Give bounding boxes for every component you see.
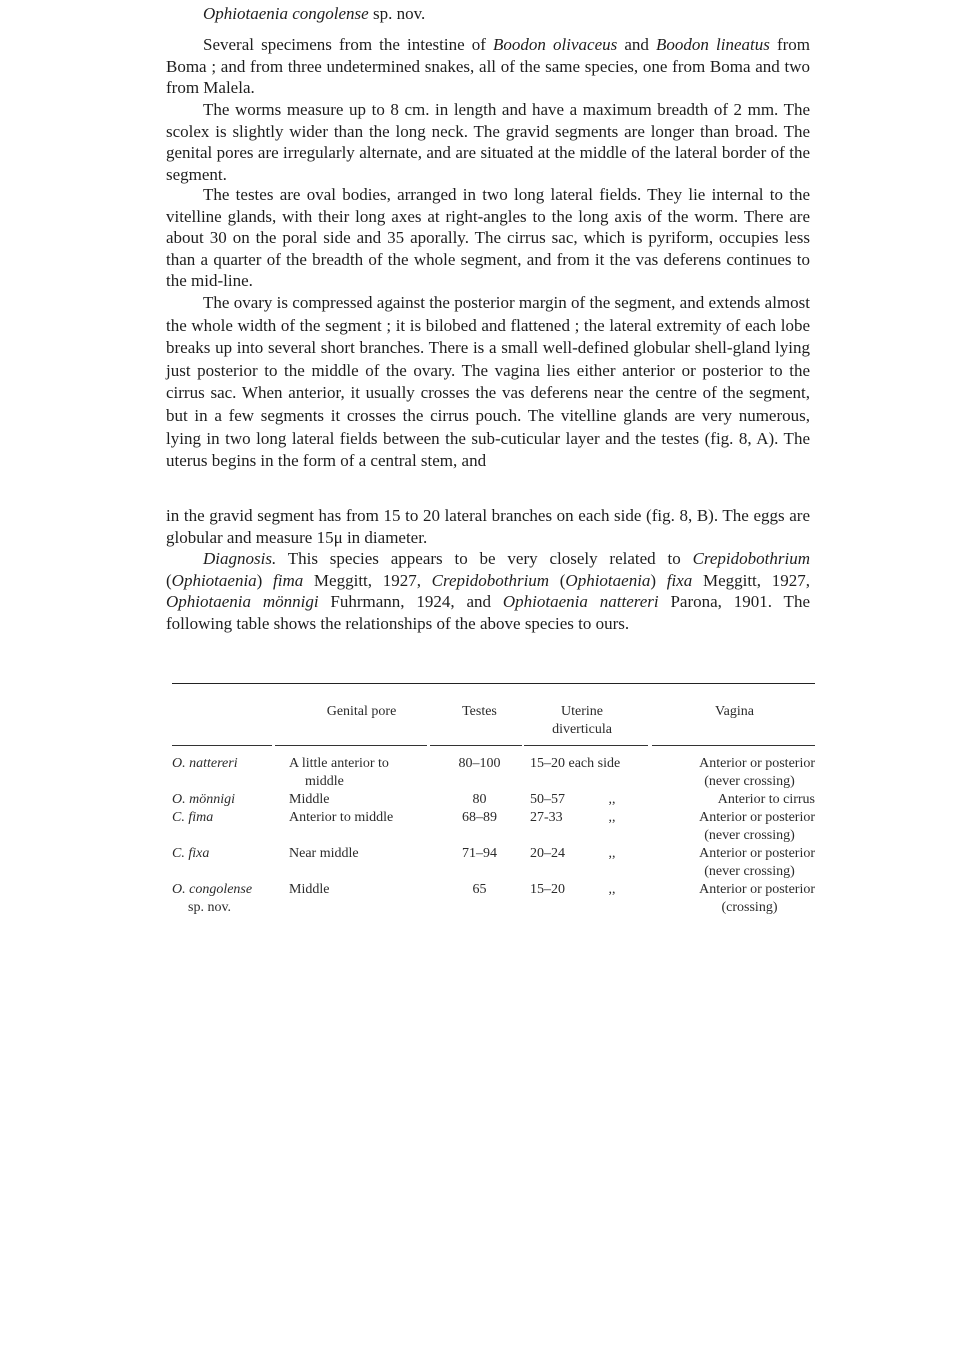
genital-pore-line1: A little anterior to bbox=[289, 756, 389, 771]
cell-genital-pore bbox=[289, 809, 434, 827]
italic-run: Crepidobothrium bbox=[431, 570, 550, 590]
cell-vagina bbox=[670, 791, 815, 809]
vagina-line2: (never crossing) bbox=[704, 773, 795, 789]
text-run: ) bbox=[650, 570, 667, 590]
text-run: Several specimens from the intestine of bbox=[203, 35, 494, 54]
species-heading bbox=[203, 3, 425, 25]
paragraph-testes: The testes are oval bodies, arranged in two long lateral fields. They lie internal to the vitelline glands, with their long axes at right-angles to the long axis of the worm. There are about 30 on the poral side and 35 aporally. The cirrus sac, which is pyriform, occupies less than a quarter of the breadth of the whole segment, and from it the vas deferens continues to the mid-line. bbox=[166, 185, 810, 291]
cell-vagina bbox=[670, 881, 815, 916]
cell-vagina bbox=[670, 755, 815, 790]
species-name: O. nattereri bbox=[172, 756, 238, 771]
text-run: ( bbox=[549, 570, 566, 590]
genital-pore-line1: Middle bbox=[289, 882, 330, 897]
vagina-line1: Anterior or posterior bbox=[699, 810, 815, 825]
genital-pore-line1: Near middle bbox=[289, 846, 359, 861]
italic-run: Ophiotaenia mönnigi bbox=[166, 592, 319, 612]
cell-testes: 65 bbox=[472, 882, 487, 897]
text-run: Fuhrmann, 1924, and bbox=[318, 592, 503, 612]
cell-vagina bbox=[670, 845, 815, 880]
cell-species bbox=[172, 791, 277, 809]
italic-run: Crepidobothrium bbox=[692, 549, 810, 568]
italic-run: fima bbox=[273, 570, 304, 590]
vagina-line2: (crossing) bbox=[721, 899, 778, 915]
header-testes: Testes bbox=[462, 704, 497, 719]
header-uterine bbox=[527, 703, 637, 739]
text-run: This species appears to be very closely related to bbox=[276, 549, 693, 568]
text-run: Parona, 1901. The following table shows the relationships of the above species to ours. bbox=[166, 592, 810, 633]
header-rule bbox=[172, 745, 272, 746]
paragraph-specimens bbox=[166, 34, 810, 99]
italic-run: Ophiotaenia bbox=[171, 570, 257, 590]
species-name: C. fixa bbox=[172, 846, 210, 861]
species-name-suffix: sp. nov. bbox=[188, 899, 232, 915]
genital-pore-line1: Middle bbox=[289, 792, 330, 807]
vagina-line1: Anterior or posterior bbox=[699, 756, 815, 771]
paragraph-diagnosis bbox=[166, 548, 810, 634]
cell-species bbox=[172, 755, 277, 773]
vagina-line2: (never crossing) bbox=[704, 827, 795, 843]
species-heading-name: Ophiotaenia congolense bbox=[203, 4, 369, 23]
text-run: Meggitt, 1927, bbox=[692, 570, 810, 590]
vagina-line1: Anterior to cirrus bbox=[717, 792, 815, 807]
genital-pore-line1: Anterior to middle bbox=[289, 810, 394, 825]
cell-uterine: 15–20 each side bbox=[530, 756, 621, 771]
italic-run: fixa bbox=[666, 570, 693, 590]
cell-ditto-mark: ,, bbox=[608, 846, 616, 861]
header-uterine-line2: diverticula bbox=[552, 722, 612, 737]
header-rule bbox=[524, 745, 648, 746]
italic-run: Boodon lineatus bbox=[656, 35, 770, 54]
header-genital-pore: Genital pore bbox=[326, 704, 397, 719]
header-rule bbox=[652, 745, 815, 746]
cell-genital-pore bbox=[289, 845, 434, 863]
species-heading-suffix: sp. nov. bbox=[368, 4, 426, 23]
header-rule bbox=[430, 745, 522, 746]
cell-uterine: 27-33 bbox=[530, 810, 563, 825]
text-run: from Boma ; and from three undetermined snakes, all of the same species, one from Boma and two from Malela. bbox=[166, 35, 810, 98]
text-run: ( bbox=[166, 570, 172, 590]
genital-pore-line2: middle bbox=[305, 773, 344, 789]
cell-ditto-mark: ,, bbox=[608, 792, 616, 807]
cell-genital-pore bbox=[289, 881, 434, 899]
cell-uterine: 15–20 bbox=[530, 882, 565, 897]
table-top-rule bbox=[172, 683, 815, 684]
species-name: O. congolense bbox=[172, 882, 253, 897]
cell-testes: 80 bbox=[472, 792, 487, 807]
cell-vagina bbox=[670, 809, 815, 844]
cell-genital-pore bbox=[289, 791, 434, 809]
vagina-line1: Anterior or posterior bbox=[699, 882, 815, 897]
italic-run: Ophiotaenia nattereri bbox=[502, 592, 659, 612]
italic-run: Ophiotaenia bbox=[565, 570, 651, 590]
text-run: ) bbox=[256, 570, 274, 590]
cell-species bbox=[172, 881, 277, 916]
cell-testes: 80–100 bbox=[458, 756, 501, 771]
cell-uterine: 50–57 bbox=[530, 792, 565, 807]
cell-species bbox=[172, 809, 277, 827]
cell-ditto-mark: ,, bbox=[608, 882, 616, 897]
text-run: Meggitt, 1927, bbox=[303, 570, 432, 590]
paragraph-ovary: The ovary is compressed against the posterior margin of the segment, and extends almost the whole width of the segment ; it is bilobed and flattened ; the lateral extremity of each lobe breaks up into several short branches. There is a small well-defined globular shell-gland lying just posterior to the middle of the ovary. The vagina lies either anterior or posterior to the cirrus sac. When anterior, it usually crosses the vas deferens near the centre of the segment, but in a few segments it crosses the cirrus pouch. The vitelline glands are very numerous, lying in two long lateral fields between the sub-cuticular layer and the testes (fig. 8, A). The uterus begins in the form of a central stem, and bbox=[166, 293, 810, 471]
cell-genital-pore bbox=[289, 755, 434, 790]
header-uterine-line1: Uterine bbox=[561, 704, 603, 719]
cell-testes: 68–89 bbox=[462, 810, 497, 825]
cell-testes: 71–94 bbox=[462, 846, 497, 861]
species-name: C. fima bbox=[172, 810, 214, 825]
text-run: and bbox=[617, 35, 657, 54]
paragraph-uterus-continued: in the gravid segment has from 15 to 20 lateral branches on each side (fig. 8, B). The eggs are globular and measure 15μ in diameter. bbox=[166, 506, 810, 547]
vagina-line1: Anterior or posterior bbox=[699, 846, 815, 861]
species-name: O. mönnigi bbox=[172, 792, 235, 807]
cell-species bbox=[172, 845, 277, 863]
diagnosis-label: Diagnosis. bbox=[203, 549, 277, 568]
vagina-line2: (never crossing) bbox=[704, 863, 795, 879]
cell-ditto-mark: ,, bbox=[608, 810, 616, 825]
header-vagina: Vagina bbox=[715, 704, 754, 719]
cell-uterine: 20–24 bbox=[530, 846, 565, 861]
paragraph-measurements: The worms measure up to 8 cm. in length and have a maximum breadth of 2 mm. The scolex is slightly wider than the long neck. The gravid segments are longer than broad. The genital pores are irregularly alternate, and are situated at the middle of the lateral border of the segment. bbox=[166, 100, 810, 184]
header-rule bbox=[275, 745, 427, 746]
italic-run: Boodon olivaceus bbox=[493, 35, 618, 54]
